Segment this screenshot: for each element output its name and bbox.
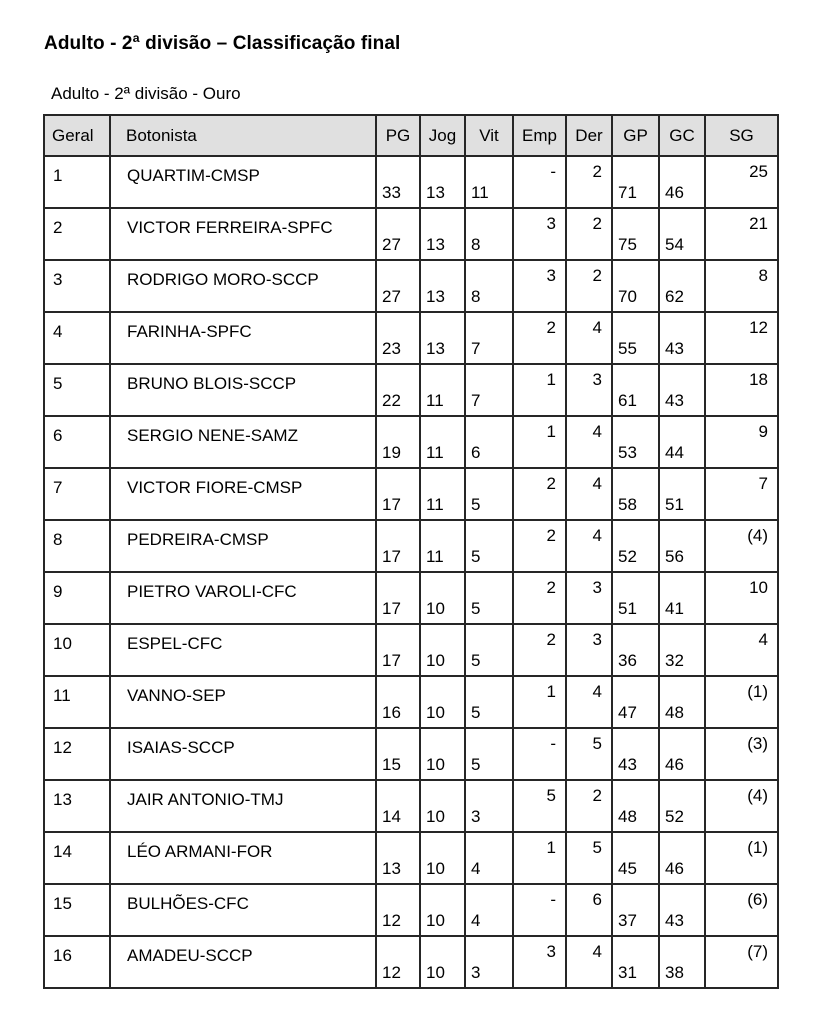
cell-vit: 8 bbox=[465, 208, 513, 260]
cell-emp: 1 bbox=[513, 676, 566, 728]
cell-botonista: LÉO ARMANI-FOR bbox=[110, 832, 376, 884]
cell-jog: 10 bbox=[420, 572, 465, 624]
cell-emp: 1 bbox=[513, 416, 566, 468]
cell-vit: 5 bbox=[465, 728, 513, 780]
cell-emp: 3 bbox=[513, 208, 566, 260]
cell-gp: 36 bbox=[612, 624, 659, 676]
cell-sg: (7) bbox=[705, 936, 778, 988]
cell-emp: 2 bbox=[513, 468, 566, 520]
cell-pg: 12 bbox=[376, 936, 420, 988]
cell-jog: 10 bbox=[420, 676, 465, 728]
cell-der: 3 bbox=[566, 624, 612, 676]
cell-sg: 7 bbox=[705, 468, 778, 520]
cell-gc: 54 bbox=[659, 208, 705, 260]
cell-geral: 8 bbox=[44, 520, 110, 572]
cell-gc: 48 bbox=[659, 676, 705, 728]
cell-botonista: VICTOR FERREIRA-SPFC bbox=[110, 208, 376, 260]
cell-vit: 5 bbox=[465, 572, 513, 624]
cell-gc: 43 bbox=[659, 364, 705, 416]
table-row bbox=[44, 416, 778, 468]
cell-vit: 7 bbox=[465, 312, 513, 364]
cell-gp: 51 bbox=[612, 572, 659, 624]
cell-pg: 15 bbox=[376, 728, 420, 780]
table-body bbox=[44, 156, 778, 988]
cell-gp: 53 bbox=[612, 416, 659, 468]
table-row bbox=[44, 884, 778, 936]
cell-pg: 14 bbox=[376, 780, 420, 832]
cell-jog: 13 bbox=[420, 156, 465, 208]
cell-gc: 43 bbox=[659, 312, 705, 364]
cell-geral: 16 bbox=[44, 936, 110, 988]
cell-jog: 11 bbox=[420, 416, 465, 468]
header-row bbox=[44, 115, 778, 156]
cell-gp: 75 bbox=[612, 208, 659, 260]
table-row bbox=[44, 312, 778, 364]
cell-sg: 25 bbox=[705, 156, 778, 208]
cell-gp: 43 bbox=[612, 728, 659, 780]
cell-vit: 3 bbox=[465, 780, 513, 832]
cell-jog: 11 bbox=[420, 364, 465, 416]
cell-vit: 5 bbox=[465, 520, 513, 572]
cell-sg: (4) bbox=[705, 520, 778, 572]
col-header-botonista: Botonista bbox=[110, 115, 376, 156]
cell-jog: 10 bbox=[420, 936, 465, 988]
cell-geral: 2 bbox=[44, 208, 110, 260]
cell-sg: 4 bbox=[705, 624, 778, 676]
table-header bbox=[44, 115, 778, 156]
cell-pg: 16 bbox=[376, 676, 420, 728]
cell-emp: - bbox=[513, 156, 566, 208]
table-row bbox=[44, 832, 778, 884]
cell-gp: 48 bbox=[612, 780, 659, 832]
col-header-emp: Emp bbox=[513, 115, 566, 156]
cell-gc: 52 bbox=[659, 780, 705, 832]
cell-der: 2 bbox=[566, 156, 612, 208]
cell-sg: (1) bbox=[705, 832, 778, 884]
cell-emp: 2 bbox=[513, 624, 566, 676]
cell-der: 4 bbox=[566, 468, 612, 520]
cell-vit: 4 bbox=[465, 832, 513, 884]
cell-gc: 46 bbox=[659, 156, 705, 208]
cell-pg: 13 bbox=[376, 832, 420, 884]
cell-jog: 13 bbox=[420, 260, 465, 312]
table-row bbox=[44, 936, 778, 988]
cell-emp: 2 bbox=[513, 312, 566, 364]
cell-pg: 27 bbox=[376, 260, 420, 312]
col-header-gp: GP bbox=[612, 115, 659, 156]
cell-botonista: QUARTIM-CMSP bbox=[110, 156, 376, 208]
cell-geral: 9 bbox=[44, 572, 110, 624]
col-header-vit: Vit bbox=[465, 115, 513, 156]
cell-vit: 5 bbox=[465, 468, 513, 520]
cell-gp: 45 bbox=[612, 832, 659, 884]
cell-der: 4 bbox=[566, 936, 612, 988]
cell-geral: 1 bbox=[44, 156, 110, 208]
cell-botonista: FARINHA-SPFC bbox=[110, 312, 376, 364]
cell-pg: 17 bbox=[376, 468, 420, 520]
cell-vit: 4 bbox=[465, 884, 513, 936]
table-row bbox=[44, 260, 778, 312]
cell-botonista: ESPEL-CFC bbox=[110, 624, 376, 676]
cell-pg: 27 bbox=[376, 208, 420, 260]
table-row bbox=[44, 780, 778, 832]
col-header-der: Der bbox=[566, 115, 612, 156]
cell-geral: 7 bbox=[44, 468, 110, 520]
cell-emp: 3 bbox=[513, 260, 566, 312]
cell-botonista: SERGIO NENE-SAMZ bbox=[110, 416, 376, 468]
cell-geral: 3 bbox=[44, 260, 110, 312]
cell-der: 3 bbox=[566, 364, 612, 416]
cell-gp: 70 bbox=[612, 260, 659, 312]
cell-sg: 9 bbox=[705, 416, 778, 468]
cell-gc: 46 bbox=[659, 832, 705, 884]
cell-pg: 33 bbox=[376, 156, 420, 208]
table-row bbox=[44, 572, 778, 624]
cell-sg: (6) bbox=[705, 884, 778, 936]
cell-gp: 37 bbox=[612, 884, 659, 936]
cell-pg: 17 bbox=[376, 624, 420, 676]
cell-jog: 10 bbox=[420, 728, 465, 780]
cell-emp: 2 bbox=[513, 520, 566, 572]
cell-geral: 10 bbox=[44, 624, 110, 676]
cell-botonista: JAIR ANTONIO-TMJ bbox=[110, 780, 376, 832]
table-row bbox=[44, 520, 778, 572]
table-row bbox=[44, 208, 778, 260]
table-row bbox=[44, 676, 778, 728]
cell-botonista: PIETRO VAROLI-CFC bbox=[110, 572, 376, 624]
cell-pg: 19 bbox=[376, 416, 420, 468]
cell-emp: - bbox=[513, 884, 566, 936]
cell-botonista: AMADEU-SCCP bbox=[110, 936, 376, 988]
cell-botonista: VICTOR FIORE-CMSP bbox=[110, 468, 376, 520]
table-subtitle: Adulto - 2ª divisão - Ouro bbox=[51, 84, 241, 103]
cell-gp: 58 bbox=[612, 468, 659, 520]
cell-geral: 15 bbox=[44, 884, 110, 936]
cell-der: 2 bbox=[566, 780, 612, 832]
cell-der: 5 bbox=[566, 832, 612, 884]
cell-emp: - bbox=[513, 728, 566, 780]
cell-gp: 31 bbox=[612, 936, 659, 988]
cell-botonista: PEDREIRA-CMSP bbox=[110, 520, 376, 572]
cell-vit: 8 bbox=[465, 260, 513, 312]
table-row bbox=[44, 468, 778, 520]
table-row bbox=[44, 624, 778, 676]
cell-geral: 11 bbox=[44, 676, 110, 728]
col-header-pg: PG bbox=[376, 115, 420, 156]
table-row bbox=[44, 364, 778, 416]
cell-gp: 55 bbox=[612, 312, 659, 364]
cell-vit: 6 bbox=[465, 416, 513, 468]
cell-der: 4 bbox=[566, 520, 612, 572]
cell-sg: 8 bbox=[705, 260, 778, 312]
standings-table bbox=[43, 114, 779, 989]
page-title: Adulto - 2ª divisão – Classificação final bbox=[44, 33, 401, 54]
cell-gp: 61 bbox=[612, 364, 659, 416]
cell-vit: 7 bbox=[465, 364, 513, 416]
cell-pg: 22 bbox=[376, 364, 420, 416]
cell-sg: (1) bbox=[705, 676, 778, 728]
cell-sg: 10 bbox=[705, 572, 778, 624]
cell-emp: 2 bbox=[513, 572, 566, 624]
cell-gc: 32 bbox=[659, 624, 705, 676]
cell-emp: 5 bbox=[513, 780, 566, 832]
cell-der: 2 bbox=[566, 208, 612, 260]
cell-geral: 12 bbox=[44, 728, 110, 780]
cell-der: 5 bbox=[566, 728, 612, 780]
cell-geral: 13 bbox=[44, 780, 110, 832]
cell-geral: 14 bbox=[44, 832, 110, 884]
cell-der: 2 bbox=[566, 260, 612, 312]
col-header-jog: Jog bbox=[420, 115, 465, 156]
table-row bbox=[44, 728, 778, 780]
cell-gc: 62 bbox=[659, 260, 705, 312]
cell-jog: 13 bbox=[420, 312, 465, 364]
cell-gc: 56 bbox=[659, 520, 705, 572]
cell-jog: 10 bbox=[420, 780, 465, 832]
cell-gp: 52 bbox=[612, 520, 659, 572]
cell-gc: 41 bbox=[659, 572, 705, 624]
cell-pg: 12 bbox=[376, 884, 420, 936]
col-header-sg: SG bbox=[705, 115, 778, 156]
cell-gc: 44 bbox=[659, 416, 705, 468]
cell-gc: 43 bbox=[659, 884, 705, 936]
col-header-geral: Geral bbox=[44, 115, 110, 156]
cell-jog: 10 bbox=[420, 832, 465, 884]
cell-vit: 5 bbox=[465, 676, 513, 728]
cell-botonista: BULHÕES-CFC bbox=[110, 884, 376, 936]
cell-vit: 3 bbox=[465, 936, 513, 988]
cell-jog: 10 bbox=[420, 624, 465, 676]
cell-der: 4 bbox=[566, 676, 612, 728]
cell-emp: 1 bbox=[513, 832, 566, 884]
cell-der: 4 bbox=[566, 416, 612, 468]
cell-botonista: ISAIAS-SCCP bbox=[110, 728, 376, 780]
cell-sg: 12 bbox=[705, 312, 778, 364]
cell-emp: 1 bbox=[513, 364, 566, 416]
cell-sg: (3) bbox=[705, 728, 778, 780]
cell-pg: 23 bbox=[376, 312, 420, 364]
cell-gc: 51 bbox=[659, 468, 705, 520]
cell-sg: 18 bbox=[705, 364, 778, 416]
cell-gc: 38 bbox=[659, 936, 705, 988]
cell-der: 4 bbox=[566, 312, 612, 364]
cell-jog: 11 bbox=[420, 468, 465, 520]
cell-der: 6 bbox=[566, 884, 612, 936]
cell-botonista: BRUNO BLOIS-SCCP bbox=[110, 364, 376, 416]
cell-jog: 11 bbox=[420, 520, 465, 572]
cell-gp: 71 bbox=[612, 156, 659, 208]
cell-vit: 11 bbox=[465, 156, 513, 208]
cell-geral: 6 bbox=[44, 416, 110, 468]
cell-jog: 10 bbox=[420, 884, 465, 936]
cell-pg: 17 bbox=[376, 572, 420, 624]
table-row bbox=[44, 156, 778, 208]
cell-sg: (4) bbox=[705, 780, 778, 832]
cell-jog: 13 bbox=[420, 208, 465, 260]
cell-gp: 47 bbox=[612, 676, 659, 728]
col-header-gc: GC bbox=[659, 115, 705, 156]
cell-emp: 3 bbox=[513, 936, 566, 988]
cell-geral: 5 bbox=[44, 364, 110, 416]
cell-geral: 4 bbox=[44, 312, 110, 364]
cell-der: 3 bbox=[566, 572, 612, 624]
cell-vit: 5 bbox=[465, 624, 513, 676]
cell-botonista: VANNO-SEP bbox=[110, 676, 376, 728]
cell-botonista: RODRIGO MORO-SCCP bbox=[110, 260, 376, 312]
cell-gc: 46 bbox=[659, 728, 705, 780]
cell-sg: 21 bbox=[705, 208, 778, 260]
cell-pg: 17 bbox=[376, 520, 420, 572]
